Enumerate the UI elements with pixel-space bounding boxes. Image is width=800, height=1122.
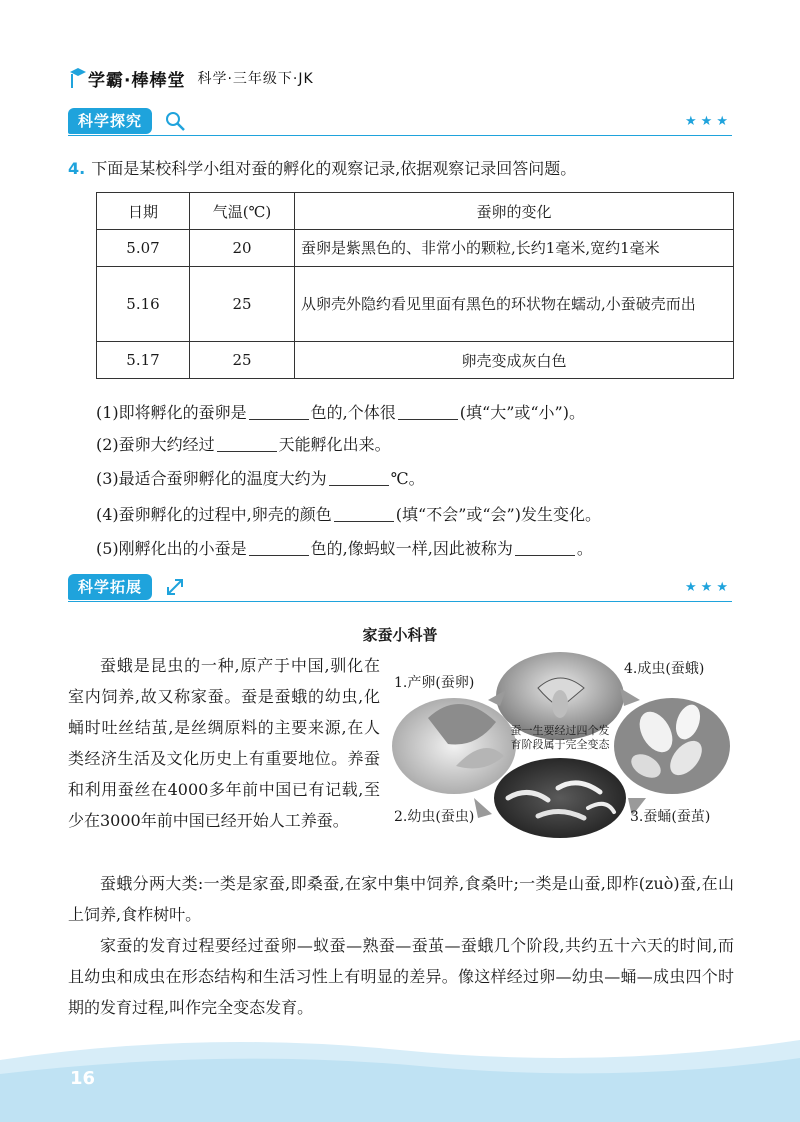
table-cell: 蚕卵是紫黑色的、非常小的颗粒,长约1毫米,宽约1毫米 [295, 230, 734, 267]
answer-blank[interactable] [334, 505, 394, 522]
table-row [97, 267, 734, 342]
page-header [68, 64, 314, 92]
question-prompt [68, 156, 576, 179]
book-subject: 科学·三年级下·JK [197, 71, 314, 87]
subquestion-4: (4)蚕卵孵化的过程中,卵壳的颜色 (填“不会”或“会”)发生变化。 [96, 505, 601, 524]
table-cell: 5.16 [97, 267, 190, 342]
table-header: 气温(℃) [190, 193, 295, 230]
stage-label: 1.产卵(蚕卵) [394, 675, 475, 691]
section-header-explore [68, 108, 732, 136]
observation-table [96, 192, 734, 379]
stage-label: 3.蚕蛹(蚕茧) [630, 809, 711, 825]
difficulty-stars: ★★★ [685, 114, 732, 129]
cocoon-photo [614, 698, 730, 794]
expand-arrows-icon [164, 576, 186, 598]
answer-blank[interactable] [515, 539, 575, 556]
silkworm-lifecycle-figure [388, 648, 734, 838]
footer-wave [0, 1030, 800, 1122]
subquestion-1: (1)即将孵化的蚕卵是 色的,个体很 (填“大”或“小”)。 [96, 403, 585, 422]
table-cell: 从卵壳外隐约看见里面有黑色的环状物在蠕动,小蚕破壳而出 [295, 267, 734, 342]
section-label: 科学探究 [68, 108, 152, 134]
answer-blank[interactable] [249, 403, 309, 420]
table-cell: 25 [190, 342, 295, 379]
table-cell: 25 [190, 267, 295, 342]
section-header-extend [68, 574, 732, 602]
graduation-cap-icon [68, 66, 86, 90]
subquestion-5: (5)刚孵化出的小蚕是 色的,像蚂蚁一样,因此被称为 。 [96, 539, 593, 558]
answer-blank[interactable] [217, 435, 277, 452]
brand-name: 学霸·棒棒堂 [88, 70, 186, 91]
question-number: 4. [68, 159, 86, 178]
table-header-row [97, 193, 734, 230]
subquestion-3: (3)最适合蚕卵孵化的温度大约为 ℃。 [96, 469, 425, 488]
answer-blank[interactable] [249, 539, 309, 556]
article-paragraph-2: 蚕蛾分两大类:一类是家蚕,即桑蚕,在家中集中饲养,食桑叶;一类是山蚕,即柞(zuò)蚕,在山上饲养,食柞树叶。 [68, 874, 734, 924]
table-row [97, 230, 734, 267]
stage-label: 2.幼虫(蚕虫) [394, 809, 475, 825]
answer-blank[interactable] [398, 403, 458, 420]
answer-blank[interactable] [329, 469, 389, 486]
table-header: 蚕卵的变化 [295, 193, 734, 230]
table-cell: 5.07 [97, 230, 190, 267]
article-paragraph-1: 蚕蛾是昆虫的一种,原产于中国,驯化在室内饲养,故又称家蚕。蚕是蚕蛾的幼虫,化蛹时吐丝结茧,是丝绸原料的主要来源,在人类经济生活及文化历史上有重要地位。养蚕和利用蚕丝在4000多年前中国已有记载,至少在3000年前中国已经开始人工养蚕。 [68, 656, 380, 830]
diagram-center-note: 蚕一生要经过四个发育阶段属于完全变态 [510, 724, 610, 751]
table-row [97, 342, 734, 379]
article-paragraph-3: 家蚕的发育过程要经过蚕卵—蚁蚕—熟蚕—蚕茧—蚕蛾几个阶段,共约五十六天的时间,而且幼虫和成虫在形态结构和生活习性上有明显的差异。像这样经过卵—幼虫—蛹—成虫四个时期的发育过程,叫作完全变态发育。 [68, 936, 734, 1017]
difficulty-stars: ★★★ [685, 580, 732, 595]
stage-label: 4.成虫(蚕蛾) [624, 661, 705, 677]
table-cell: 卵壳变成灰白色 [295, 342, 734, 379]
section-divider [68, 135, 732, 136]
table-header: 日期 [97, 193, 190, 230]
larvae-photo [494, 758, 626, 838]
page-number: 16 [70, 1068, 96, 1089]
magnifier-icon [164, 110, 186, 132]
article-title: 家蚕小科普 [362, 626, 438, 644]
section-divider [68, 601, 732, 602]
table-cell: 5.17 [97, 342, 190, 379]
question-text: 下面是某校科学小组对蚕的孵化的观察记录,依据观察记录回答问题。 [91, 159, 577, 178]
section-label: 科学拓展 [68, 574, 152, 600]
subquestion-2: (2)蚕卵大约经过 天能孵化出来。 [96, 435, 391, 454]
table-cell: 20 [190, 230, 295, 267]
